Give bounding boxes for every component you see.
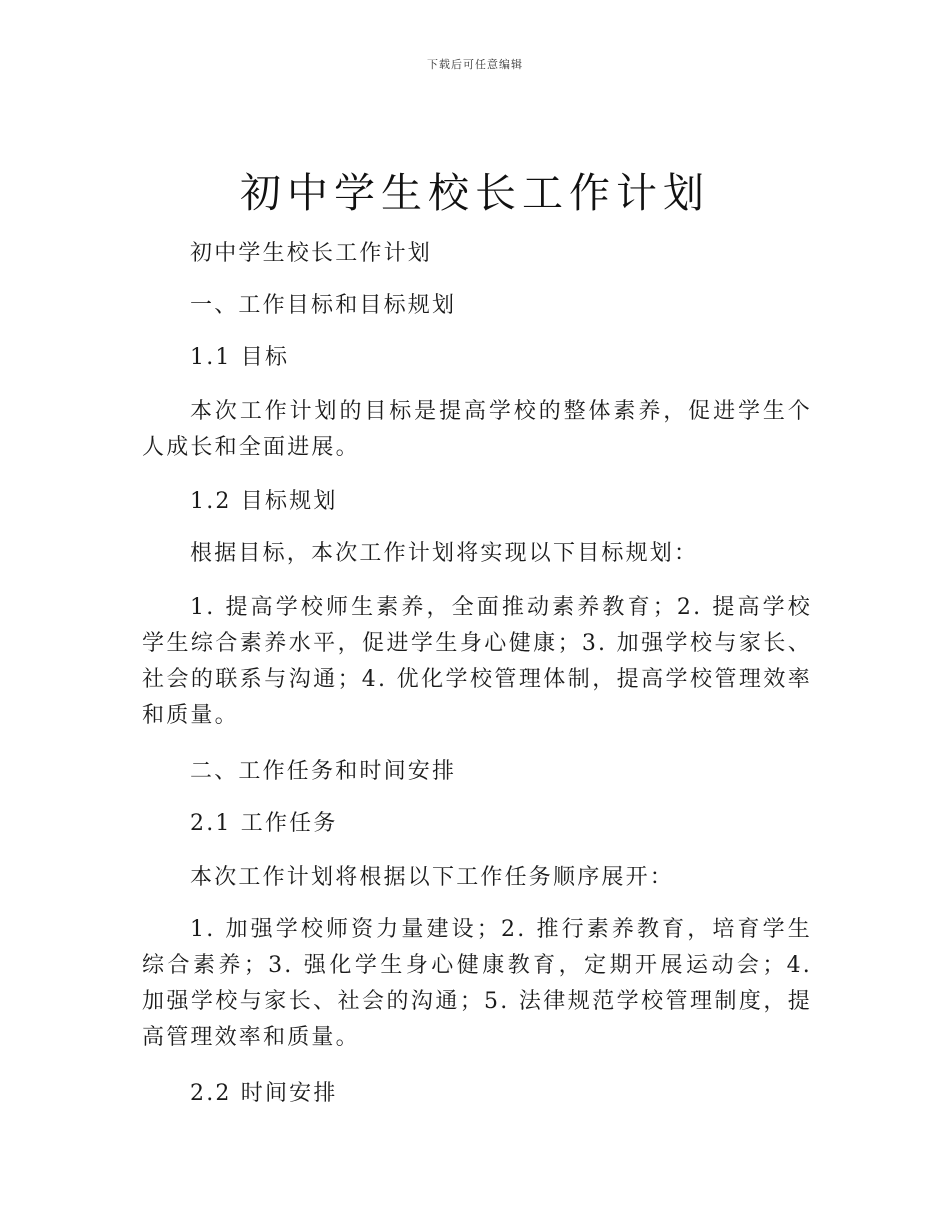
subsection-heading-2-2: 2.2 时间安排 (190, 1081, 338, 1106)
header-note: 下载后可任意编辑 (427, 58, 523, 71)
paragraph-plan-intro: 根据目标，本次工作计划将实现以下目标规划： (190, 541, 699, 566)
paragraph-goal: 本次工作计划的目标是提高学校的整体素养，促进学生个人成长和全面进展。 (142, 399, 812, 460)
document-title: 初中学生校长工作计划 (240, 169, 710, 217)
subsection-heading-1-1: 1.1 目标 (190, 345, 290, 370)
section-heading-2: 二、工作任务和时间安排 (190, 759, 457, 784)
paragraph-tasks-list: 1. 加强学校师资力量建设；2. 推行素养教育，培育学生综合素养；3. 强化学生身心健康教育，定期开展运动会；4. 加强学校与家长、社会的沟通；5. 法律规范学校管理制度，提高管理效率和质量。 (142, 917, 812, 1050)
subsection-heading-2-1: 2.1 工作任务 (190, 811, 338, 836)
subsection-heading-1-2: 1.2 目标规划 (190, 489, 338, 514)
paragraph-plan-list: 1. 提高学校师生素养，全面推动素养教育；2. 提高学校学生综合素养水平，促进学生身心健康；3. 加强学校与家长、社会的联系与沟通；4. 优化学校管理体制，提高学校管理效率和质量。 (142, 595, 812, 728)
paragraph-tasks-intro: 本次工作计划将根据以下工作任务顺序展开： (190, 865, 675, 890)
paragraph-subtitle: 初中学生校长工作计划 (190, 241, 433, 266)
section-heading-1: 一、工作目标和目标规划 (190, 293, 457, 318)
